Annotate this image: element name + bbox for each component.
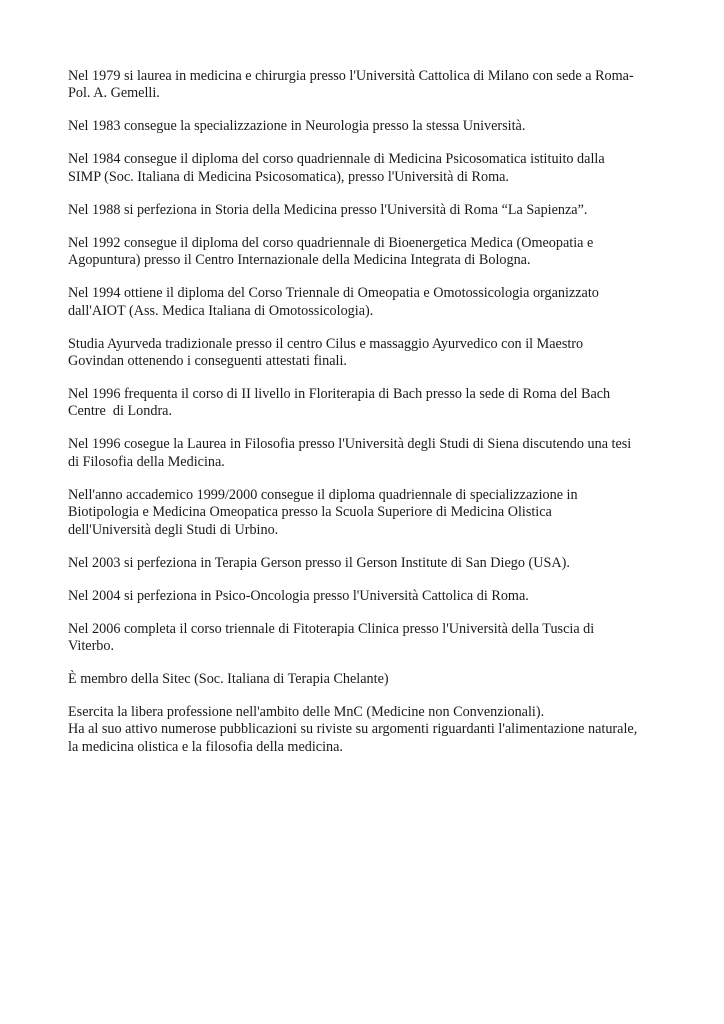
paragraph-pubblicazioni: Ha al suo attivo numerose pubblicazioni su riviste su argomenti riguardanti l'alimentazione naturale, la medicina olistica e la filosofia della medicina.: [68, 721, 638, 755]
paragraph-laurea-filosofia: Nel 1996 cosegue la Laurea in Filosofia presso l'Università degli Studi di Siena discutendo una tesi di Filosofia della Medicina.: [68, 436, 632, 470]
paragraph-floriterapia-bach: Nel 1996 frequenta il corso di II livello in Floriterapia di Bach presso la sede di Roma del Bach Centre di Londra.: [68, 386, 611, 420]
paragraph-fitoterapia: Nel 2006 completa il corso triennale di Fitoterapia Clinica presso l'Università della Tuscia di Viterbo.: [68, 620, 595, 655]
paragraph-psico-oncologia: Nel 2004 si perfeziona in Psico-Oncologia presso l'Università Cattolica di Roma.: [68, 587, 529, 604]
paragraph-laurea-medicina: Nel 1979 si laurea in medicina e chirurgia presso l'Università Cattolica di Milano con sede a Roma- Pol. A. Gemelli.: [68, 68, 634, 102]
paragraph-terapia-gerson: Nel 2003 si perfeziona in Terapia Gerson presso il Gerson Institute di San Diego (USA).: [68, 554, 570, 571]
paragraph-sitec: È membro della Sitec (Soc. Italiana di Terapia Chelante): [68, 671, 389, 688]
paragraph-diploma-psicosomatica: Nel 1984 consegue il diploma del corso quadriennale di Medicina Psicosomatica istituito dalla SIMP (Soc. Italiana di Medicina Psicosomatica), presso l'Università di Roma.: [68, 151, 605, 185]
paragraph-biotipologia: Nell'anno accademico 1999/2000 consegue il diploma quadriennale di specializzazione in Biotipologia e Medicina Omeopatica presso la Scuola Superiore di Medicina Olistica dell'Università degli Studi di Urbino.: [68, 486, 578, 538]
paragraph-specializzazione-neurologia: Nel 1983 consegue la specializzazione in Neurologia presso la stessa Università.: [68, 118, 526, 135]
paragraph-omotossicologia: Nel 1994 ottiene il diploma del Corso Triennale di Omeopatia e Omotossicologia organizzato dall'AIOT (Ass. Medica Italiana di Omotossicologia).: [68, 285, 599, 319]
paragraph-libera-professione: Esercita la libera professione nell'ambito delle MnC (Medicine non Convenzionali).: [68, 704, 545, 721]
paragraph-storia-medicina: Nel 1988 si perfeziona in Storia della Medicina presso l'Università di Roma “La Sapienza”.: [68, 201, 588, 218]
paragraph-bioenergetica-medica: Nel 1992 consegue il diploma del corso quadriennale di Bioenergetica Medica (Omeopatia e Agopuntura) presso il Centro Internazionale della Medicina Integrata di Bologna.: [68, 234, 594, 269]
paragraph-ayurveda: Studia Ayurveda tradizionale presso il centro Cilus e massaggio Ayurvedico con il Maestro Govindan ottenendo i conseguenti attestati finali.: [68, 335, 584, 370]
document-page: [68, 68, 668, 772]
